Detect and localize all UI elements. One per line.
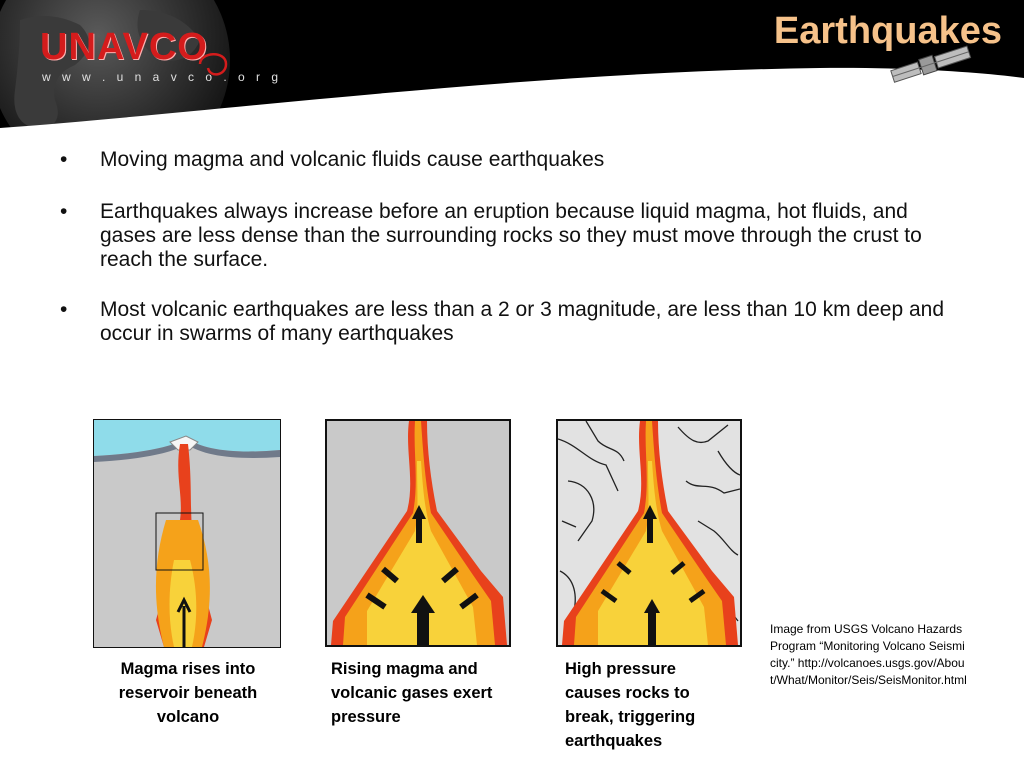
figure-magma-pressure xyxy=(325,419,511,647)
bullet-item xyxy=(60,148,960,172)
slide-title: Earthquakes xyxy=(773,10,1002,52)
bullet-item xyxy=(60,298,960,346)
bullet-marker: • xyxy=(60,200,68,223)
figure-volcano-reservoir xyxy=(93,419,281,648)
figure-caption: Magma rises into reservoir beneath volcano xyxy=(118,660,258,726)
bullet-text: Moving magma and volcanic fluids cause earthquakes xyxy=(100,148,605,171)
bullet-text: Most volcanic earthquakes are less than a 2 or 3 magnitude, are less than 10 km deep and occur in swarms of many earthquakes xyxy=(100,298,944,345)
logo-url: w w w . u n a v c o . o r g xyxy=(42,70,283,84)
bullet-item xyxy=(60,200,960,272)
bullet-text: Earthquakes always increase before an eruption because liquid magma, hot fluids, and gases are less dense than the surrounding rocks so they must move through the crust to reach the surface. xyxy=(100,200,922,271)
magma-pressure-illustration xyxy=(327,421,509,645)
figure-rock-fracture xyxy=(556,419,742,647)
figure-caption: High pressure causes rocks to break, triggering earthquakes xyxy=(565,660,696,750)
image-credit: Image from USGS Volcano Hazards Program “Monitoring Volcano Seismicity.” http://volcanoes.usgs.gov/About/What/Monitor/Seis/SeisMonitor.html xyxy=(770,622,967,687)
bullet-marker: • xyxy=(60,298,68,321)
bullet-marker: • xyxy=(60,148,68,171)
volcano-cross-section-illustration xyxy=(94,420,280,647)
figure-caption: Rising magma and volcanic gases exert pressure xyxy=(331,660,493,726)
rock-fracture-illustration xyxy=(558,421,740,645)
unavco-logo: UNAVCO xyxy=(40,26,208,68)
bullet-list xyxy=(60,148,960,372)
slide-header xyxy=(0,0,1024,150)
